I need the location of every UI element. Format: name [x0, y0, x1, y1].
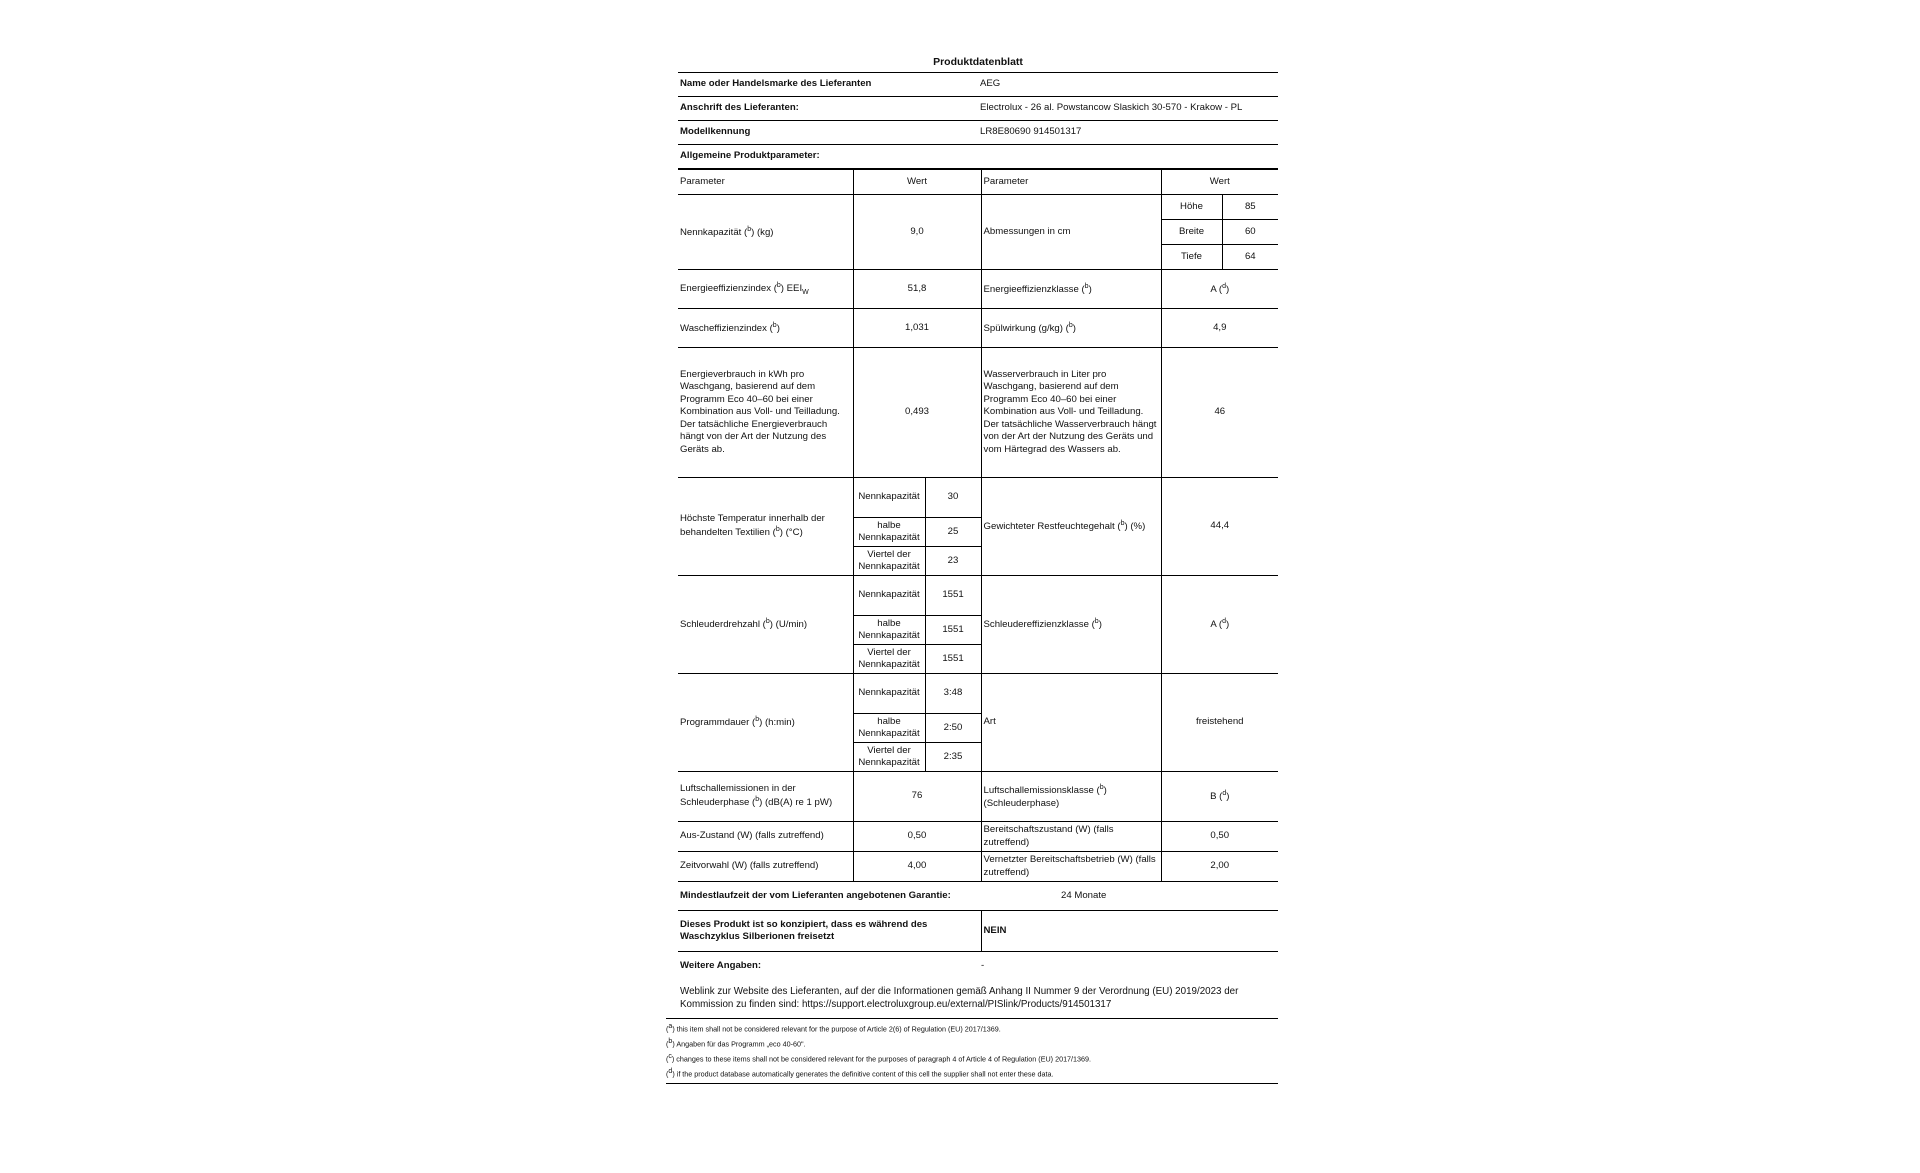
- spin-half-value: 1551: [925, 616, 981, 645]
- col-header-parameter-2: Parameter: [981, 170, 1161, 195]
- max-temp-half-value: 25: [925, 518, 981, 547]
- footnotes: [666, 1018, 1278, 1084]
- supplier-address-value: Electrolux - 26 al. Powstancow Slaskich 30-570 - Krakow - PL: [978, 97, 1278, 121]
- spin-class-label: Schleudereffizienzklasse ($^b$): [981, 576, 1161, 674]
- off-mode-value: 0,50: [853, 822, 981, 852]
- model-id-value: LR8E80690 914501317: [978, 121, 1278, 145]
- col-header-parameter-1: Parameter: [678, 170, 853, 195]
- spin-class-value: A ($^d$): [1161, 576, 1278, 674]
- duration-half-value: 2:50: [925, 714, 981, 743]
- general-params-label: Allgemeine Produktparameter:: [678, 145, 1278, 169]
- capacity-label: Nennkapazität ($^b$) (kg): [678, 195, 853, 270]
- supplier-table: [678, 72, 1278, 169]
- rinse-value: 4,9: [1161, 309, 1278, 348]
- warranty-label: Mindestlaufzeit der vom Lieferanten angebotenen Garantie:: [678, 882, 981, 911]
- type-label: Art: [981, 674, 1161, 772]
- max-temp-quarter-value: 23: [925, 547, 981, 576]
- model-id-label: Modellkennung: [678, 121, 978, 145]
- col-header-value-2: Wert: [1161, 170, 1278, 195]
- water-consumption-label: Wasserverbrauch in Liter pro Waschgang, basierend auf dem Programm Eco 40–60 bei einer Kombination aus Voll- und Teilladung. Der tatsächliche Wasserverbrauch hängt von der Art der Nutzung des Geräts und vom Härtegrad des Wassers ab.: [981, 348, 1161, 478]
- dimensions-label: Abmessungen in cm: [981, 195, 1161, 270]
- load-full-label: Nennkapazität: [853, 674, 925, 714]
- dimension-height-value: 85: [1222, 195, 1278, 220]
- load-half-label: halbe Nennkapazität: [853, 518, 925, 547]
- footnote-d: ($^d$) if the product database automatically generates the definitive content of this cell the supplier shall not enter these data.: [666, 1067, 1054, 1079]
- load-half-label: halbe Nennkapazität: [853, 714, 925, 743]
- moisture-label: Gewichteter Restfeuchtegehalt ($^b$) (%): [981, 478, 1161, 576]
- duration-quarter-value: 2:35: [925, 743, 981, 772]
- sheet-title: Produktdatenblatt: [933, 56, 1023, 68]
- noise-label: Luftschallemissionen in der Schleuderphase ($^b$) (dB(A) re 1 pW): [678, 772, 853, 822]
- capacity-value: 9,0: [853, 195, 981, 270]
- supplier-name-value: AEG: [978, 73, 1278, 97]
- standby-value: 0,50: [1161, 822, 1278, 852]
- col-header-value-1: Wert: [853, 170, 981, 195]
- dimension-width-value: 60: [1222, 220, 1278, 245]
- footnote-b: ($^b$) Angaben für das Programm „eco 40-60".: [666, 1037, 806, 1049]
- wash-efficiency-label: Wascheffizienzindex ($^b$): [678, 309, 853, 348]
- rinse-label: Spülwirkung (g/kg) ($^b$): [981, 309, 1161, 348]
- dimension-depth-value: 64: [1222, 245, 1278, 270]
- max-temp-label: Höchste Temperatur innerhalb der behandelten Textilien ($^b$) (°C): [678, 478, 853, 576]
- load-half-label: halbe Nennkapazität: [853, 616, 925, 645]
- supplier-address-label: Anschrift des Lieferanten:: [678, 97, 978, 121]
- type-value: freistehend: [1161, 674, 1278, 772]
- noise-class-value: B ($^d$): [1161, 772, 1278, 822]
- duration-full-value: 3:48: [925, 674, 981, 714]
- standby-label: Bereitschaftszustand (W) (falls zutreffend): [981, 822, 1161, 852]
- dimension-height-label: Höhe: [1161, 195, 1222, 220]
- delay-start-label: Zeitvorwahl (W) (falls zutreffend): [678, 852, 853, 882]
- dimension-depth-label: Tiefe: [1161, 245, 1222, 270]
- load-quarter-label: Viertel der Nennkapazität: [853, 743, 925, 772]
- eei-label: Energieeffizienzindex ($^b$) $EEI_W$: [678, 270, 853, 309]
- networked-standby-value: 2,00: [1161, 852, 1278, 882]
- delay-start-value: 4,00: [853, 852, 981, 882]
- energy-class-value: A ($^d$): [1161, 270, 1278, 309]
- warranty-value: 24 Monate: [981, 882, 1278, 911]
- max-temp-full-value: 30: [925, 478, 981, 518]
- further-info-value: -: [981, 959, 985, 971]
- water-consumption-value: 46: [1161, 348, 1278, 478]
- noise-class-label: Luftschallemissionsklasse ($^b$) (Schleuderphase): [981, 772, 1161, 822]
- silver-ions-label: Dieses Produkt ist so konzipiert, dass es während des Waschzyklus Silberionen freisetzt: [678, 911, 981, 952]
- energy-consumption-value: 0,493: [853, 348, 981, 478]
- silver-ions-value: NEIN: [981, 911, 1278, 952]
- eei-value: 51,8: [853, 270, 981, 309]
- networked-standby-label: Vernetzter Bereitschaftsbetrieb (W) (falls zutreffend): [981, 852, 1161, 882]
- load-quarter-label: Viertel der Nennkapazität: [853, 645, 925, 674]
- wash-efficiency-value: 1,031: [853, 309, 981, 348]
- energy-consumption-label: Energieverbrauch in kWh pro Waschgang, basierend auf dem Programm Eco 40–60 bei einer Kombination aus Voll- und Teilladung. Der tatsächliche Energieverbrauch hängt von der Art der Nutzung des Geräts ab.: [678, 348, 853, 478]
- footnote-a: ($^a$) this item shall not be considered relevant for the purpose of Article 2(6) of Regulation (EU) 2017/1369.: [666, 1023, 1001, 1034]
- noise-value: 76: [853, 772, 981, 822]
- load-quarter-label: Viertel der Nennkapazität: [853, 547, 925, 576]
- supplier-weblink: Weblink zur Website des Lieferanten, auf der die Informationen gemäß Anhang II Nummer 9 der Verordnung (EU) 2019/2023 der Kommission zu finden sind: https://support.electroluxgroup.eu/external/PISlink/Products/914501317: [680, 986, 1239, 1010]
- load-full-label: Nennkapazität: [853, 478, 925, 518]
- spin-full-value: 1551: [925, 576, 981, 616]
- off-mode-label: Aus-Zustand (W) (falls zutreffend): [678, 822, 853, 852]
- additional-info-table: [678, 882, 1278, 1018]
- moisture-value: 44,4: [1161, 478, 1278, 576]
- duration-label: Programmdauer ($^b$) (h:min): [678, 674, 853, 772]
- parameter-table: [678, 169, 1278, 882]
- spin-speed-label: Schleuderdrehzahl ($^b$) (U/min): [678, 576, 853, 674]
- dimension-width-label: Breite: [1161, 220, 1222, 245]
- further-info-label: Weitere Angaben:: [680, 959, 762, 971]
- spin-quarter-value: 1551: [925, 645, 981, 674]
- energy-class-label: Energieeffizienzklasse ($^b$): [981, 270, 1161, 309]
- load-full-label: Nennkapazität: [853, 576, 925, 616]
- product-data-sheet: [666, 52, 1278, 1084]
- footnote-c: ($^c$) changes to these items shall not be considered relevant for the purposes of paragraph 4 of Article 4 of Regulation (EU) 2017/1369.: [666, 1052, 1092, 1064]
- supplier-name-label: Name oder Handelsmarke des Lieferanten: [678, 73, 978, 97]
